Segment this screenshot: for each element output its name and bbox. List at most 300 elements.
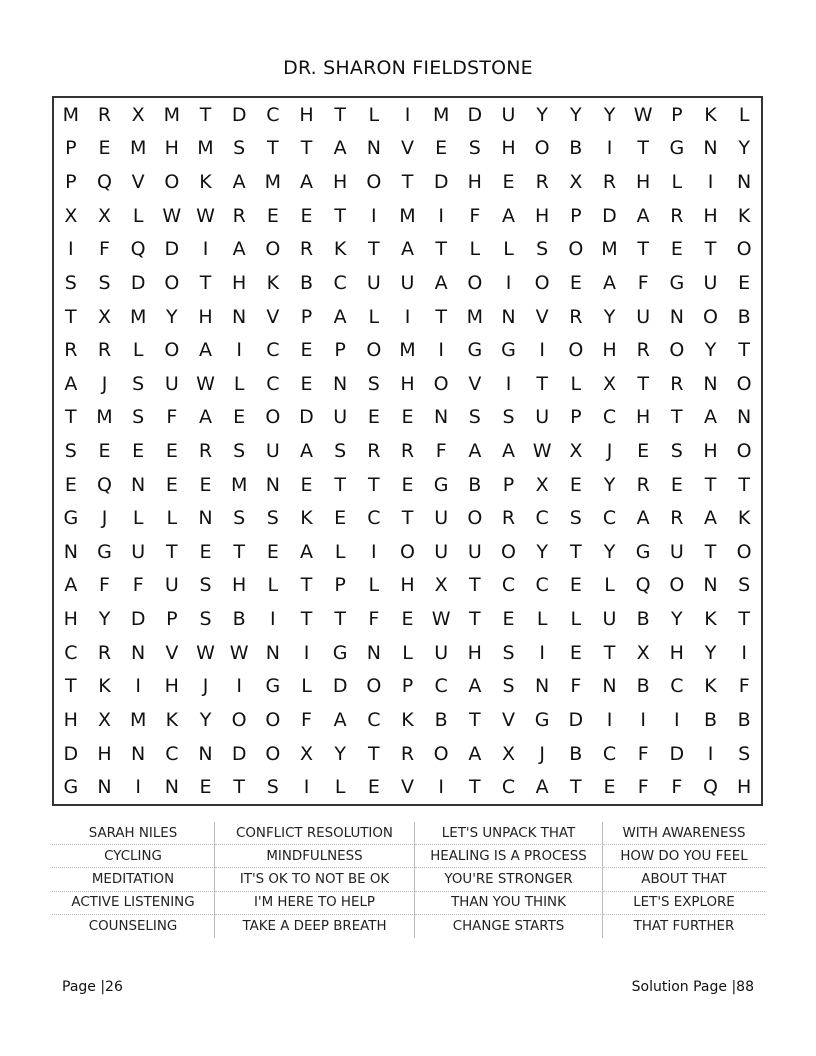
grid-letter: M [264,171,282,194]
grid-letter: M [399,339,416,362]
grid-letter: E [569,641,582,664]
grid-letter: D [63,742,79,765]
grid-letter: K [704,608,717,631]
word-list-item: LET'S EXPLORE [603,892,765,915]
grid-letter: O [669,339,685,362]
grid-letter: E [300,339,313,362]
grid-letter: N [535,675,550,698]
grid-letter: K [737,204,751,227]
grid-letter: O [433,742,449,765]
grid-letter: Q [97,171,112,194]
grid-letter: K [199,171,212,194]
grid-letter: S [132,406,145,429]
grid-letter: D [433,171,449,194]
grid-letter: E [64,473,77,496]
grid-letter: N [131,742,146,765]
grid-letter: E [233,406,246,429]
grid-letter: L [166,507,178,530]
grid-letter: Q [130,238,146,261]
grid-letter: E [199,776,212,799]
word-list-item: YOU'RE STRONGER [415,868,603,891]
word-list-item: MEDITATION [52,868,215,891]
grid-letter: X [97,708,111,731]
grid-letter: B [737,305,751,328]
page-number: Page |26 [62,979,123,995]
grid-letter: F [99,238,110,261]
grid-letter: U [164,372,179,395]
grid-letter: Y [166,305,178,328]
grid-letter: U [602,608,617,631]
grid-letter: O [265,708,281,731]
grid-letter: C [501,574,516,597]
grid-letter: S [199,608,212,631]
grid-letter: Q [97,473,112,496]
grid-letter: G [669,137,685,160]
grid-letter: S [468,406,481,429]
grid-letter: O [568,238,584,261]
grid-letter: N [131,473,146,496]
grid-letter: F [469,204,481,227]
grid-letter: E [165,473,178,496]
word-list-item: CHANGE STARTS [415,915,603,938]
grid-letter: G [332,641,348,664]
grid-letter: F [637,742,649,765]
word-list-item: HEALING IS A PROCESS [415,845,603,868]
word-list-item: THAN YOU THINK [415,892,603,915]
grid-letter: I [741,641,747,664]
grid-letter: C [165,742,179,765]
grid-letter: L [469,238,481,261]
grid-letter: I [236,675,242,698]
grid-letter: T [738,608,750,631]
grid-letter: K [401,708,414,731]
grid-letter: H [501,137,516,160]
grid-letter: S [266,507,279,530]
grid-letter: I [640,708,646,731]
grid-letter: K [704,675,717,698]
grid-letter: U [164,574,179,597]
grid-letter: A [299,439,313,462]
grid-letter: W [532,439,552,462]
grid-letter: I [438,776,444,799]
grid-letter: R [64,339,78,362]
grid-letter: U [703,271,718,294]
grid-letter: T [401,171,414,194]
grid-letter: I [404,103,411,126]
grid-letter: U [333,406,348,429]
grid-letter: Y [603,103,616,126]
grid-letter: O [534,271,550,294]
grid-letter: I [438,204,444,227]
grid-letter: E [670,473,683,496]
word-list-item: LET'S UNPACK THAT [415,822,603,845]
grid-letter: T [469,776,481,799]
grid-letter: J [101,372,108,395]
grid-letter: R [535,171,549,194]
grid-letter: A [501,439,515,462]
grid-letter: I [135,675,141,698]
grid-letter: H [164,137,179,160]
grid-letter: I [236,339,242,362]
grid-letter: X [299,742,313,765]
grid-letter: I [371,540,377,563]
grid-letter: N [265,473,280,496]
grid-letter: R [670,372,684,395]
grid-letter: A [64,574,78,597]
grid-letter: B [569,137,583,160]
grid-letter: V [468,372,482,395]
grid-letter: F [301,708,312,731]
grid-letter: O [164,171,180,194]
grid-letter: F [637,271,649,294]
grid-letter: K [300,507,313,530]
grid-letter: T [435,238,447,261]
grid-letter: E [502,608,515,631]
grid-letter: T [637,372,649,395]
grid-letter: T [469,574,481,597]
grid-letter: V [165,641,179,664]
grid-letter: G [467,339,483,362]
grid-letter: I [606,708,613,731]
grid-letter: L [368,305,380,328]
word-list-item: I'M HERE TO HELP [215,892,415,915]
grid-letter: L [402,641,413,664]
grid-letter: P [401,675,414,698]
grid-letter: O [736,540,752,563]
grid-letter: G [501,339,516,362]
grid-letter: U [434,507,449,530]
grid-letter: Y [603,540,616,563]
grid-letter: D [130,271,146,294]
grid-letter: O [534,137,550,160]
grid-letter: O [467,271,483,294]
grid-letter: X [64,204,78,227]
grid-letter: R [367,439,381,462]
grid-letter: E [367,406,380,429]
grid-letter: I [371,204,377,227]
grid-letter: S [738,742,751,765]
grid-letter: T [401,507,414,530]
grid-letter: H [63,608,78,631]
grid-letter: R [400,439,415,462]
grid-letter: S [132,372,145,395]
grid-letter: H [703,439,718,462]
grid-letter: X [636,641,650,664]
grid-letter: T [300,137,313,160]
grid-letter: I [674,708,680,731]
grid-letter: P [570,406,582,429]
grid-letter: E [165,439,178,462]
grid-letter: X [569,171,583,194]
word-list-item: HOW DO YOU FEEL [603,845,765,868]
grid-letter: T [704,238,717,261]
grid-letter: A [299,171,313,194]
grid-letter: H [198,305,213,328]
word-list-item: THAT FURTHER [633,918,735,934]
grid-letter: N [265,641,280,664]
grid-letter: S [266,776,279,799]
grid-letter: I [438,339,444,362]
grid-letter: A [299,540,313,563]
grid-letter: C [670,675,684,698]
grid-letter: T [435,305,447,328]
grid-letter: T [199,271,212,294]
word-list-item: SARAH NILES [52,822,215,845]
grid-letter: N [366,641,381,664]
grid-letter: Y [603,473,616,496]
grid-letter: C [333,271,347,294]
grid-letter: E [98,137,111,160]
grid-letter: Y [536,103,548,126]
grid-letter: E [569,473,582,496]
grid-letter: Y [704,339,717,362]
grid-letter: S [233,507,246,530]
grid-letter: M [96,406,113,429]
grid-letter: S [233,137,246,160]
grid-letter: W [196,204,215,227]
grid-letter: I [404,305,411,328]
grid-letter: K [266,271,280,294]
grid-letter: S [64,271,77,294]
grid-letter: Q [703,776,718,799]
grid-letter: H [232,271,247,294]
grid-letter: E [401,406,414,429]
grid-letter: T [166,540,178,563]
grid-letter: E [569,271,582,294]
grid-letter: I [270,608,276,631]
grid-letter: H [97,742,112,765]
grid-letter: H [669,641,684,664]
grid-letter: P [300,305,313,328]
grid-letter: N [333,372,348,395]
grid-letter: C [501,776,516,799]
grid-letter: E [300,372,313,395]
grid-letter: H [703,204,718,227]
grid-letter: L [334,776,346,799]
grid-letter: Y [704,641,717,664]
grid-letter: L [334,540,346,563]
grid-letter: M [129,137,147,160]
grid-letter: N [131,641,146,664]
grid-letter: P [166,608,178,631]
word-list-item: TAKE A DEEP BREATH [215,915,415,938]
grid-letter: P [65,137,77,160]
grid-letter: O [433,372,449,395]
grid-letter: A [703,406,717,429]
grid-letter: H [737,776,752,799]
grid-letter: C [535,507,549,530]
grid-letter: H [400,574,415,597]
grid-letter: T [469,708,481,731]
grid-letter: L [536,608,548,631]
grid-letter: M [163,103,181,126]
grid-letter: J [101,507,108,530]
grid-letter: G [63,507,79,530]
grid-letter: K [98,675,111,698]
grid-letter: E [502,171,515,194]
grid-letter: B [737,708,751,731]
grid-letter: T [233,776,245,799]
grid-letter: S [502,641,515,664]
grid-letter: Y [570,103,582,126]
grid-letter: P [502,473,515,496]
grid-letter: N [97,776,112,799]
word-list-item: COUNSELING [52,915,215,938]
grid-letter: O [736,439,752,462]
grid-letter: S [233,439,246,462]
grid-letter: U [434,540,449,563]
grid-letter: O [400,540,415,563]
grid-letter: T [570,540,582,563]
grid-letter: R [636,339,650,362]
grid-letter: L [671,171,683,194]
grid-letter: H [232,574,247,597]
grid-letter: C [367,507,381,530]
grid-letter: Y [738,137,750,160]
grid-letter: T [233,540,245,563]
grid-letter: T [637,238,649,261]
grid-letter: R [501,507,516,530]
grid-letter: N [669,305,684,328]
grid-letter: M [230,473,248,496]
grid-letter: B [703,708,718,731]
grid-letter: B [569,742,583,765]
grid-letter: N [198,507,213,530]
grid-letter: D [602,204,617,227]
grid-letter: H [636,406,651,429]
grid-letter: N [198,742,213,765]
grid-letter: U [636,305,651,328]
grid-letter: R [97,641,112,664]
grid-letter: H [467,641,482,664]
grid-letter: I [68,238,74,261]
grid-letter: I [707,742,714,765]
word-list [52,822,765,938]
grid-letter: S [569,507,582,530]
grid-letter: O [736,372,752,395]
grid-letter: O [366,339,382,362]
grid-letter: D [669,742,685,765]
word-list-item: CONFLICT RESOLUTION [215,822,415,845]
grid-letter: Y [334,742,346,765]
grid-letter: A [434,271,448,294]
grid-letter: N [232,305,247,328]
grid-letter: I [303,776,310,799]
grid-letter: L [570,372,582,395]
grid-letter: U [131,540,146,563]
grid-letter: H [299,103,314,126]
grid-letter: D [164,238,180,261]
grid-letter: X [434,574,448,597]
grid-letter: A [468,675,482,698]
grid-letter: I [606,137,613,160]
grid-letter: G [265,675,281,698]
grid-letter: H [63,708,78,731]
grid-letter: O [164,271,180,294]
grid-letter: H [636,171,651,194]
grid-letter: D [231,103,247,126]
grid-letter: L [604,574,615,597]
grid-letter: F [99,574,110,597]
grid-letter: J [202,675,209,698]
grid-letter: E [603,776,616,799]
word-list-item: WITH AWARENESS [603,822,765,845]
grid-letter: T [536,372,548,395]
grid-letter: R [636,473,650,496]
grid-letter: G [97,540,112,563]
word-list-item: MINDFULNESS [215,845,415,868]
grid-letter: Y [199,708,212,731]
grid-letter: T [199,103,212,126]
grid-letter: S [64,439,77,462]
grid-letter: N [737,406,752,429]
grid-letter: A [400,238,414,261]
grid-letter: O [736,238,752,261]
grid-letter: W [162,204,182,227]
grid-letter: M [129,708,147,731]
grid-letter: D [231,742,247,765]
grid-letter: B [636,608,650,631]
grid-letter: T [570,776,582,799]
grid-letter: R [299,238,314,261]
grid-letter: F [570,675,582,698]
grid-letter: U [366,271,381,294]
grid-letter: S [98,271,111,294]
grid-letter: V [266,305,280,328]
grid-letter: C [602,406,617,429]
grid-letter: A [333,137,347,160]
grid-letter: Y [536,540,548,563]
grid-letter: H [535,204,550,227]
grid-letter: C [266,339,280,362]
grid-letter: U [434,641,449,664]
grid-letter: D [130,608,146,631]
grid-letter: T [368,238,380,261]
grid-letter: E [401,473,414,496]
grid-letter: S [738,574,751,597]
grid-letter: B [636,675,650,698]
grid-letter: E [637,439,650,462]
grid-letter: G [635,540,651,563]
grid-letter: F [132,574,144,597]
grid-letter: N [164,776,179,799]
grid-letter: T [65,675,77,698]
grid-letter: A [636,204,650,227]
grid-letter: N [703,372,718,395]
grid-letter: L [368,574,380,597]
grid-letter: C [434,675,448,698]
grid-letter: O [366,171,382,194]
grid-letter: M [62,103,80,126]
grid-letter: E [435,137,448,160]
grid-letter: R [670,204,684,227]
grid-letter: R [97,339,112,362]
grid-letter: P [570,204,582,227]
page-title: DR. SHARON FIELDSTONE [283,57,533,79]
grid-letter: V [535,305,549,328]
grid-letter: X [97,305,111,328]
grid-letter: T [65,406,77,429]
grid-letter: R [232,204,246,227]
grid-letter: T [334,103,346,126]
grid-letter: E [199,540,212,563]
grid-letter: W [196,372,215,395]
grid-letter: M [197,137,214,160]
grid-letter: H [602,339,617,362]
grid-letter: W [196,641,215,664]
grid-letter: O [164,339,180,362]
grid-letter: L [503,238,514,261]
